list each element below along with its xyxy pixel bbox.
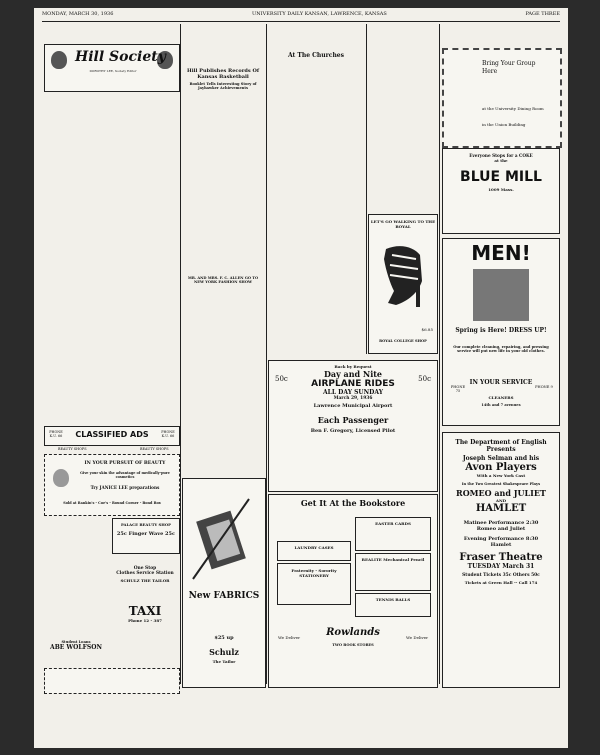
bookstore-title: Get It At the Bookstore	[300, 498, 406, 508]
page-header	[42, 11, 560, 22]
men-brand: IN YOUR SERVICE	[469, 379, 533, 386]
classified-phone-right: PHONE K.U. 66	[161, 430, 175, 438]
churches-headline: At The Churches	[287, 52, 344, 59]
abe-wolfson-ad	[44, 640, 108, 664]
group-ad-dining: at the University Dining Room	[482, 106, 544, 111]
airplane-pilot: Ben F. Gregory, Licensed Pilot	[310, 428, 396, 434]
men-address: 14th and 7 avenues	[481, 403, 521, 407]
beauty-label-right: BEAUTY SHOPS	[140, 447, 169, 451]
fraser-and: AND	[495, 498, 507, 503]
pursuit-line1: IN YOUR PURSUIT OF BEAUTY	[84, 461, 166, 466]
airplane-rides: AIRPLANE RIDES	[311, 379, 395, 389]
pursuit-line4: Sold at Rankin's - Coe's - Round Corner - Bond Box	[63, 501, 161, 505]
men-brand-sub: CLEANERS	[488, 395, 514, 400]
taxi-title: TAXI	[128, 604, 162, 618]
palace-wave: 25c Finger Wave 25c	[116, 531, 176, 537]
fraser-cast: With a New York Cast	[476, 473, 526, 478]
column-rule	[266, 24, 267, 684]
fraser-matinee-play: Romeo and Juliet	[476, 526, 526, 532]
tailor-line1: One Stop	[133, 566, 157, 571]
men-phone-right: PHONE 9	[535, 385, 553, 389]
header-paper: UNIVERSITY DAILY KANSAN, LAWRENCE, KANSAS	[252, 11, 387, 17]
bookstore-ad	[268, 494, 438, 688]
airplane-place: Lawrence Municipal Airport	[313, 403, 393, 409]
royal-ad-headline: LET'S GO WALKING TO THE ROYAL	[370, 219, 436, 229]
tailor-line2: Clothes Service Station	[116, 571, 174, 576]
airplane-sunday: ALL DAY SUNDAY	[322, 389, 383, 396]
laundry-label: LAUNDRY CASES	[294, 545, 334, 550]
shoe-icon	[378, 241, 428, 311]
fabrics-title: New FABRICS	[188, 591, 260, 601]
classified-phone-left: PHONE K.U. 66	[49, 430, 63, 438]
column-rule	[180, 24, 181, 684]
fabrics-sub: The Tailor	[212, 659, 236, 664]
coke-at: at the	[494, 158, 508, 163]
society-column-right	[112, 94, 178, 424]
newspaper-page	[34, 8, 568, 748]
pursuit-line2: Give your skin the advantage of medically-pure cosmetics	[80, 471, 170, 479]
easter-label: EASTER CARDS	[375, 521, 411, 526]
men-title: MEN!	[471, 241, 531, 265]
schulz-fabrics-ad	[182, 478, 266, 688]
fraser-avon: Avon Players	[465, 462, 537, 473]
airplane-lead: Back by Request	[334, 364, 372, 369]
men-service-text: Our complete cleaning, repairing, and pressing service will put new life in your old clothes.	[453, 345, 549, 354]
men-photo	[473, 269, 529, 321]
tailor-line3: SCHULZ THE TAILOR	[120, 578, 170, 583]
deliver-left: We Deliver	[277, 635, 301, 640]
header-date: MONDAY, MARCH 30, 1936	[42, 11, 114, 17]
airplane-rides-ad	[268, 360, 438, 492]
sports-headline: Hill Publishes Records Of Kansas Basketball	[187, 68, 259, 80]
palace-beauty-ad	[112, 518, 180, 554]
fraser-theatre-ad	[442, 432, 560, 688]
fraser-office: Tickets at Green Hall -- Call 174	[464, 580, 538, 585]
beauty-label-left: BEAUTY SHOPS	[58, 447, 87, 451]
tennis-box	[355, 593, 431, 617]
society-column-left	[44, 94, 108, 424]
classified-listings	[44, 518, 108, 636]
easter-cards-box	[355, 517, 431, 551]
column-rule	[439, 24, 440, 684]
portrait-icon	[51, 51, 67, 69]
airplane-each: Each Passenger	[317, 415, 389, 425]
churches-column-1	[268, 64, 364, 374]
fabrics-shop: Schulz	[209, 647, 239, 657]
fraser-matinee: Matinee Performance 2:30	[463, 520, 539, 526]
schulz-tailor-ad	[112, 560, 178, 600]
classified-title: CLASSIFIED ADS	[75, 430, 149, 439]
stationery-label: Fraternity - Sorority STATIONERY	[291, 568, 337, 578]
hill-society-masthead	[44, 44, 180, 92]
sports-subhead: Booklet Tells Interesting Story of Jayhawker Achievements	[189, 82, 257, 91]
fraser-evening-play: Hamlet	[490, 542, 512, 548]
deliver-right: We Deliver	[405, 635, 429, 640]
fraser-evening: Evening Performance 8:30	[463, 536, 539, 542]
churches-column-2	[368, 42, 436, 214]
fraser-date: TUESDAY March 31	[467, 563, 535, 570]
sewing-icon	[189, 495, 259, 585]
hill-society-byline: DOROTHY LEE, Society Editor	[89, 69, 137, 73]
palace-name: PALACE BEAUTY SHOP	[120, 522, 172, 527]
airplane-day-nite: Day and Nite	[323, 369, 383, 379]
portrait-icon	[53, 469, 69, 487]
group-ad-headline: Bring Your Group Here	[482, 60, 536, 75]
fraser-dept: The Department of English Presents	[455, 439, 547, 453]
fraser-play1: ROMEO and JULIET	[456, 488, 546, 498]
royal-shoe-ad	[368, 214, 438, 354]
fraser-greatest: In the Two Greatest Shakespeare Plays	[461, 482, 541, 486]
rowlands-sub: TWO BOOK STORES	[332, 643, 374, 647]
airplane-date: March 29, 1936	[333, 396, 373, 401]
group-ad-union: in the Union Building	[482, 122, 526, 127]
realite-box	[355, 553, 431, 591]
header-page: PAGE THREE	[525, 11, 560, 17]
fabrics-price: $25 up	[214, 635, 234, 641]
sports-story	[182, 68, 264, 96]
column-rule	[366, 24, 367, 354]
men-spring: Spring is Here! DRESS UP!	[455, 327, 547, 334]
janice-lee-ad	[44, 454, 180, 516]
fraser-play2: HAMLET	[475, 503, 527, 514]
blue-mill-address: 1009 Mass.	[488, 187, 514, 192]
abe-label: Student Loans	[61, 640, 91, 644]
men-phone-left: PHONE 75	[450, 385, 466, 393]
laundry-cases-box	[277, 541, 351, 561]
fraser-venue: Fraser Theatre	[459, 552, 543, 563]
pursuit-line3: Try JANICE LEE preparations	[90, 485, 160, 490]
abe-name: ABE WOLFSON	[50, 644, 102, 651]
airplane-price-right: 50c	[418, 375, 431, 383]
taxi-phone: Phone 12 - 387	[128, 618, 162, 623]
coke-line: Everyone Stops for a COKE	[469, 153, 533, 158]
stationery-box	[277, 563, 351, 605]
royal-ad-price: $6.85	[421, 327, 433, 332]
tennis-label: TENNIS BALLS	[375, 597, 411, 602]
rowlands-name: Rowlands	[326, 627, 380, 638]
blue-mill-name: BLUE MILL	[460, 169, 542, 185]
airplane-price-left: 50c	[275, 375, 288, 383]
royal-ad-shop: ROYAL COLLEGE SHOP	[379, 339, 427, 343]
hill-society-title: Hill Society	[75, 49, 166, 65]
bottom-classified-note	[44, 668, 180, 694]
fraser-selman: Joseph Selman and his	[462, 455, 540, 462]
fraser-tickets: Student Tickets 35c Others 50c	[462, 573, 540, 578]
taxi-ad	[112, 604, 178, 638]
blue-mill-ad	[442, 148, 560, 234]
sports-column	[182, 100, 264, 340]
allen-headline: MR. AND MRS. F. C. ALLEN GO TO NEW YORK FASHION SHOW	[187, 276, 259, 285]
realite-label: REALITE Mechanical Pencil	[361, 557, 425, 562]
group-dining-ad	[442, 48, 562, 148]
classified-header	[44, 426, 180, 446]
men-cleaners-ad	[442, 238, 560, 426]
